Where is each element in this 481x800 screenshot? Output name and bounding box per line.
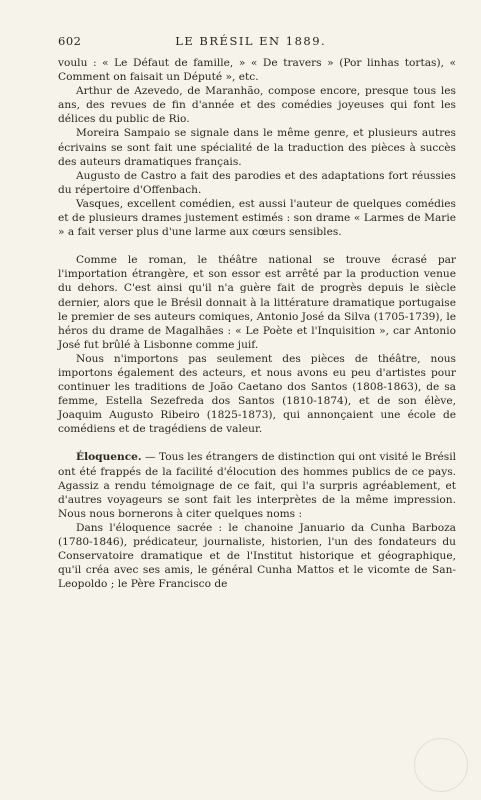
paragraph-text: — Tous les étrangers de distinction qui ont visité le Brésil ont été frappés de la facilité d'élocution des hommes publics de ce pays. Agassiz a rendu témoignage de ce fait, qui l'a surpris agréablement, et d'autres voyageurs se sont fait les interprètes de la même impression. Nous nous bornerons à citer quelques noms : bbox=[58, 451, 456, 520]
section-heading: Éloquence. bbox=[76, 451, 142, 464]
paragraph: Arthur de Azevedo, de Maranhão, compose encore, presque tous les ans, des revues de fin d'année et des comédies joyeuses qui font les délices du public de Rio. bbox=[58, 85, 456, 126]
library-stamp-mark bbox=[414, 738, 468, 792]
paragraph: Vasques, excellent comédien, est aussi l'auteur de quelques comédies et de plusieurs drames justement estimés : son drame « Larmes de Marie » a fait verser plus d'une larme aux cœurs sensibles. bbox=[58, 197, 456, 239]
paragraph: Moreira Sampaio se signale dans le même genre, et plusieurs autres écrivains se sont fait une spécialité de la traduction des pièces à succès des auteurs dramatiques français. bbox=[58, 127, 456, 168]
book-page bbox=[58, 34, 456, 591]
paragraph: Comme le roman, le théâtre national se trouve écrasé par l'importation étrangère, et son essor est arrêté par la production venue du dehors. C'est ainsi qu'il n'a guère fait de progrès depuis le siècle dernier, alors que le Brésil donnait à la littérature dramatique portugaise le premier de ses auteurs comiques, Antonio José da Silva (1705-1739), le héros du drame de Magalhães : « Le Poète et l'Inquisition », car Antonio José fut brûlé à Lisbonne comme juif. bbox=[58, 254, 456, 351]
paragraph: Dans l'éloquence sacrée : le chanoine Januario da Cunha Barboza (1780-1846), prédicateur, journaliste, historien, l'un des fondateurs du Conservatoire dramatique et de l'Institut historique et géographique, qu'il créa avec ses amis, le général Cunha Mattos et le vicomte de San-Leopoldo ; le Père Francisco de bbox=[58, 521, 456, 591]
section-paragraph-eloquence bbox=[58, 450, 456, 520]
running-title: LE BRÉSIL EN 1889. bbox=[175, 34, 327, 48]
paragraph: voulu : « Le Défaut de famille, » « De travers » (Por linhas tortas), « Comment on faisait un Député », etc. bbox=[58, 57, 456, 84]
page-number: 602 bbox=[58, 34, 82, 48]
paragraph: Nous n'importons pas seulement des pièces de théâtre, nous importons également des acteurs, et nous avons eu peu d'artistes pour continuer les traditions de João Caetano dos Santos (1808-1863), de sa femme, Estella Sezefreda dos Santos (1810-1874), et de son élève, Joaquim Augusto Ribeiro (1825-1873), qui annonçaient une école de comédiens et de tragédiens de valeur. bbox=[58, 352, 456, 436]
paragraph: Augusto de Castro a fait des parodies et des adaptations fort réussies du répertoire d'Offenbach. bbox=[58, 169, 456, 196]
running-header bbox=[58, 34, 456, 48]
